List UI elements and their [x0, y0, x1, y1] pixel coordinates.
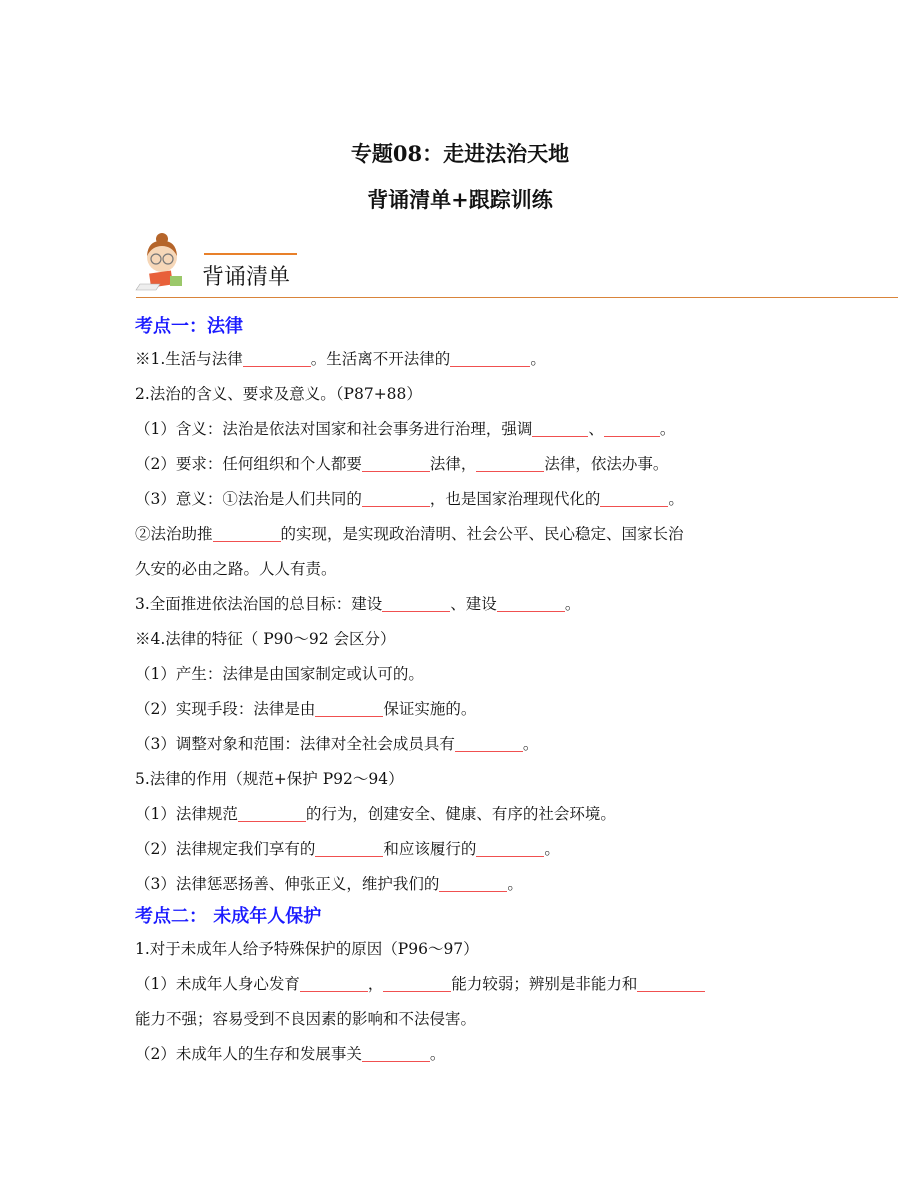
- text-segment: 、建设: [450, 595, 497, 613]
- text-line: [135, 1037, 905, 1072]
- fill-in-blank: [300, 975, 368, 992]
- text-segment: 。: [522, 735, 539, 753]
- fill-in-blank: [476, 455, 544, 472]
- text-segment: 5.法律的作用（规范+保护 P92～94）: [135, 770, 404, 788]
- text-line: [135, 692, 905, 727]
- text-segment: 、: [588, 420, 604, 438]
- text-line: [135, 447, 905, 482]
- text-segment: （1）产生：法律是由国家制定或认可的。: [135, 665, 424, 683]
- text-segment: （1）含义：法治是依法对国家和社会事务进行治理，强调: [135, 420, 533, 438]
- text-segment: ，也是国家治理现代化的: [429, 490, 601, 508]
- fill-in-blank: [362, 455, 430, 472]
- text-segment: 。: [668, 490, 684, 508]
- text-line: [135, 867, 905, 902]
- fill-in-blank: [450, 350, 530, 367]
- text-line: [135, 622, 905, 657]
- document-subtitle: 背诵清单+跟踪训练: [367, 187, 553, 212]
- banner-accent-line: [204, 253, 297, 255]
- fill-in-blank: [455, 735, 523, 752]
- text-segment: 。: [507, 875, 523, 893]
- text-segment: 能力较弱；辨别是非能力和: [451, 975, 638, 993]
- text-segment: 和应该履行的: [383, 840, 477, 858]
- text-line: [135, 517, 905, 552]
- text-segment: 。: [659, 420, 676, 438]
- fill-in-blank: [315, 700, 383, 717]
- text-segment: 。: [530, 350, 546, 368]
- text-line: [135, 967, 905, 1002]
- fill-in-blank: [637, 975, 705, 992]
- text-segment: 。生活离不开法律的: [310, 350, 451, 368]
- text-line: [135, 342, 905, 377]
- text-segment: （2）实现手段：法律是由: [135, 700, 316, 718]
- banner-divider: [136, 297, 898, 298]
- text-segment: 。: [564, 595, 581, 613]
- text-segment: 久安的必由之路。人人有责。: [135, 560, 337, 578]
- text-line: [135, 797, 905, 832]
- text-line: [135, 412, 905, 447]
- fill-in-blank: [600, 490, 668, 507]
- text-segment: （1）法律规范: [135, 805, 238, 823]
- text-segment: 能力不强；容易受到不良因素的影响和不法侵害。: [135, 1010, 477, 1028]
- fill-in-blank: [532, 420, 588, 437]
- section-heading: 考点二： 未成年人保护: [135, 906, 322, 927]
- text-line: [135, 482, 905, 517]
- text-segment: 的实现，是实现政治清明、社会公平、民心稳定、国家长治: [280, 525, 684, 543]
- text-line: [135, 587, 905, 622]
- fill-in-blank: [243, 350, 311, 367]
- text-segment: 2.法治的含义、要求及意义。（P87+88）: [135, 385, 422, 403]
- text-segment: ※4.法律的特征（ P90～92 会区分）: [135, 630, 396, 648]
- text-segment: （2）未成年人的生存和发展事关: [135, 1045, 362, 1063]
- text-segment: 保证实施的。: [383, 700, 477, 718]
- text-segment: ※1.生活与法律: [135, 350, 243, 368]
- document-body: [135, 312, 905, 1072]
- text-segment: 的行为，创建安全、健康、有序的社会环境。: [305, 805, 616, 823]
- banner-label: 背诵清单: [202, 265, 291, 290]
- section-banner: [134, 230, 898, 300]
- text-segment: 3.全面推进依法治国的总目标：建设: [135, 595, 383, 613]
- text-line: [135, 762, 905, 797]
- text-segment: （1）未成年人身心发育: [135, 975, 300, 993]
- text-segment: （2）法律规定我们享有的: [135, 840, 316, 858]
- document-title: 专题08：走进法治天地: [350, 141, 570, 166]
- fill-in-blank: [382, 595, 450, 612]
- text-segment: （3）调整对象和范围：法律对全社会成员具有: [135, 735, 455, 753]
- fill-in-blank: [362, 490, 430, 507]
- text-segment: ，: [367, 975, 384, 993]
- fill-in-blank: [238, 805, 306, 822]
- section-heading: 考点一：法律: [135, 316, 243, 337]
- text-segment: ②法治助推: [135, 525, 213, 543]
- fill-in-blank: [476, 840, 544, 857]
- fill-in-blank: [497, 595, 565, 612]
- text-segment: 法律，依法办事。: [544, 455, 669, 473]
- text-line: [135, 552, 905, 587]
- text-segment: 。: [429, 1045, 446, 1063]
- text-line: [135, 1002, 905, 1037]
- fill-in-blank: [315, 840, 383, 857]
- fill-in-blank: [604, 420, 660, 437]
- text-line: [135, 932, 905, 967]
- text-line: [135, 377, 905, 412]
- girl-reading-icon: [134, 232, 194, 292]
- text-line: [135, 727, 905, 762]
- fill-in-blank: [439, 875, 507, 892]
- text-segment: 法律，: [429, 455, 477, 473]
- text-segment: 1.对于未成年人给予特殊保护的原因（P96～97）: [135, 940, 479, 958]
- fill-in-blank: [383, 975, 451, 992]
- text-line: [135, 832, 905, 867]
- fill-in-blank: [213, 525, 281, 542]
- text-segment: （3）法律惩恶扬善、伸张正义，维护我们的: [135, 875, 440, 893]
- text-segment: （3）意义：①法治是人们共同的: [135, 490, 362, 508]
- fill-in-blank: [362, 1045, 430, 1062]
- text-segment: 。: [544, 840, 560, 858]
- text-segment: （2）要求：任何组织和个人都要: [135, 455, 362, 473]
- text-line: [135, 657, 905, 692]
